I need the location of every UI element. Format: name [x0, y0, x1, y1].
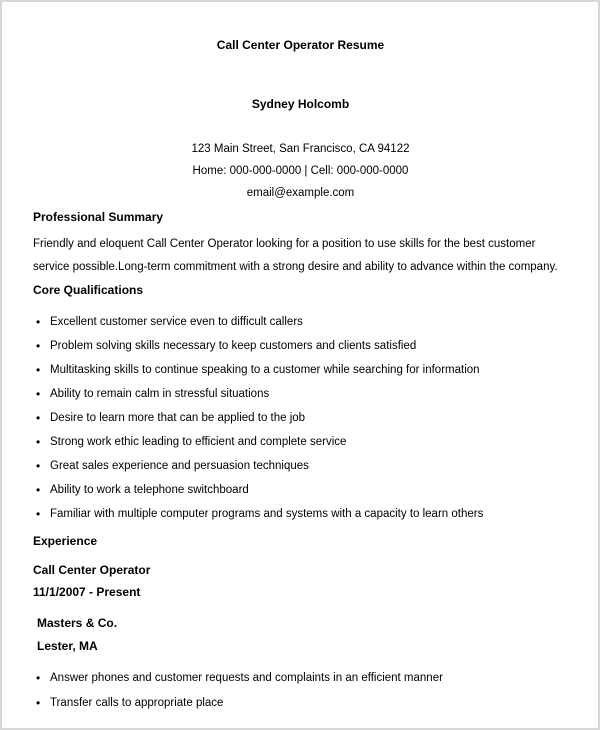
section-heading-professional-summary: Professional Summary [33, 210, 164, 224]
core-qualifications-list [33, 310, 568, 526]
list-item: • Ability to remain calm in stressful situations [33, 382, 568, 406]
list-item: • Desire to learn more that can be applied to the job [33, 406, 568, 430]
job-title: Call Center Operator [33, 563, 151, 577]
document-title: Call Center Operator Resume [216, 38, 385, 52]
list-item: • Great sales experience and persuasion techniques [33, 454, 568, 478]
professional-summary-text: Friendly and eloquent Call Center Operator looking for a position to use skills for the best customer service possible.Long-term commitment with a strong desire and ability to advance within the company. [33, 238, 558, 273]
job-dates: 11/1/2007 - Present [33, 585, 141, 599]
contact-block [33, 138, 568, 204]
company-name: Masters & Co. [37, 616, 118, 630]
contact-phones: Home: 000-000-0000 | Cell: 000-000-0000 [192, 165, 409, 177]
list-item: • Transfer calls to appropriate place [33, 691, 568, 716]
list-item: • Multitasking skills to continue speaking to a customer while searching for information [33, 358, 568, 382]
experience-duties-list [33, 666, 568, 716]
list-item: • Excellent customer service even to difficult callers [33, 310, 568, 334]
section-heading-core-qualifications: Core Qualifications [33, 283, 144, 297]
list-item: • Strong work ethic leading to efficient and complete service [33, 430, 568, 454]
section-heading-experience: Experience [33, 534, 98, 548]
candidate-name: Sydney Holcomb [251, 97, 350, 111]
list-item: • Answer phones and customer requests and complaints in an efficient manner [33, 666, 568, 691]
list-item: • Problem solving skills necessary to keep customers and clients satisfied [33, 334, 568, 358]
list-item: • Familiar with multiple computer programs and systems with a capacity to learn others [33, 502, 568, 526]
company-location: Lester, MA [37, 639, 98, 653]
contact-email: email@example.com [246, 187, 355, 199]
contact-address: 123 Main Street, San Francisco, CA 94122 [191, 143, 410, 155]
list-item: • Ability to work a telephone switchboard [33, 478, 568, 502]
